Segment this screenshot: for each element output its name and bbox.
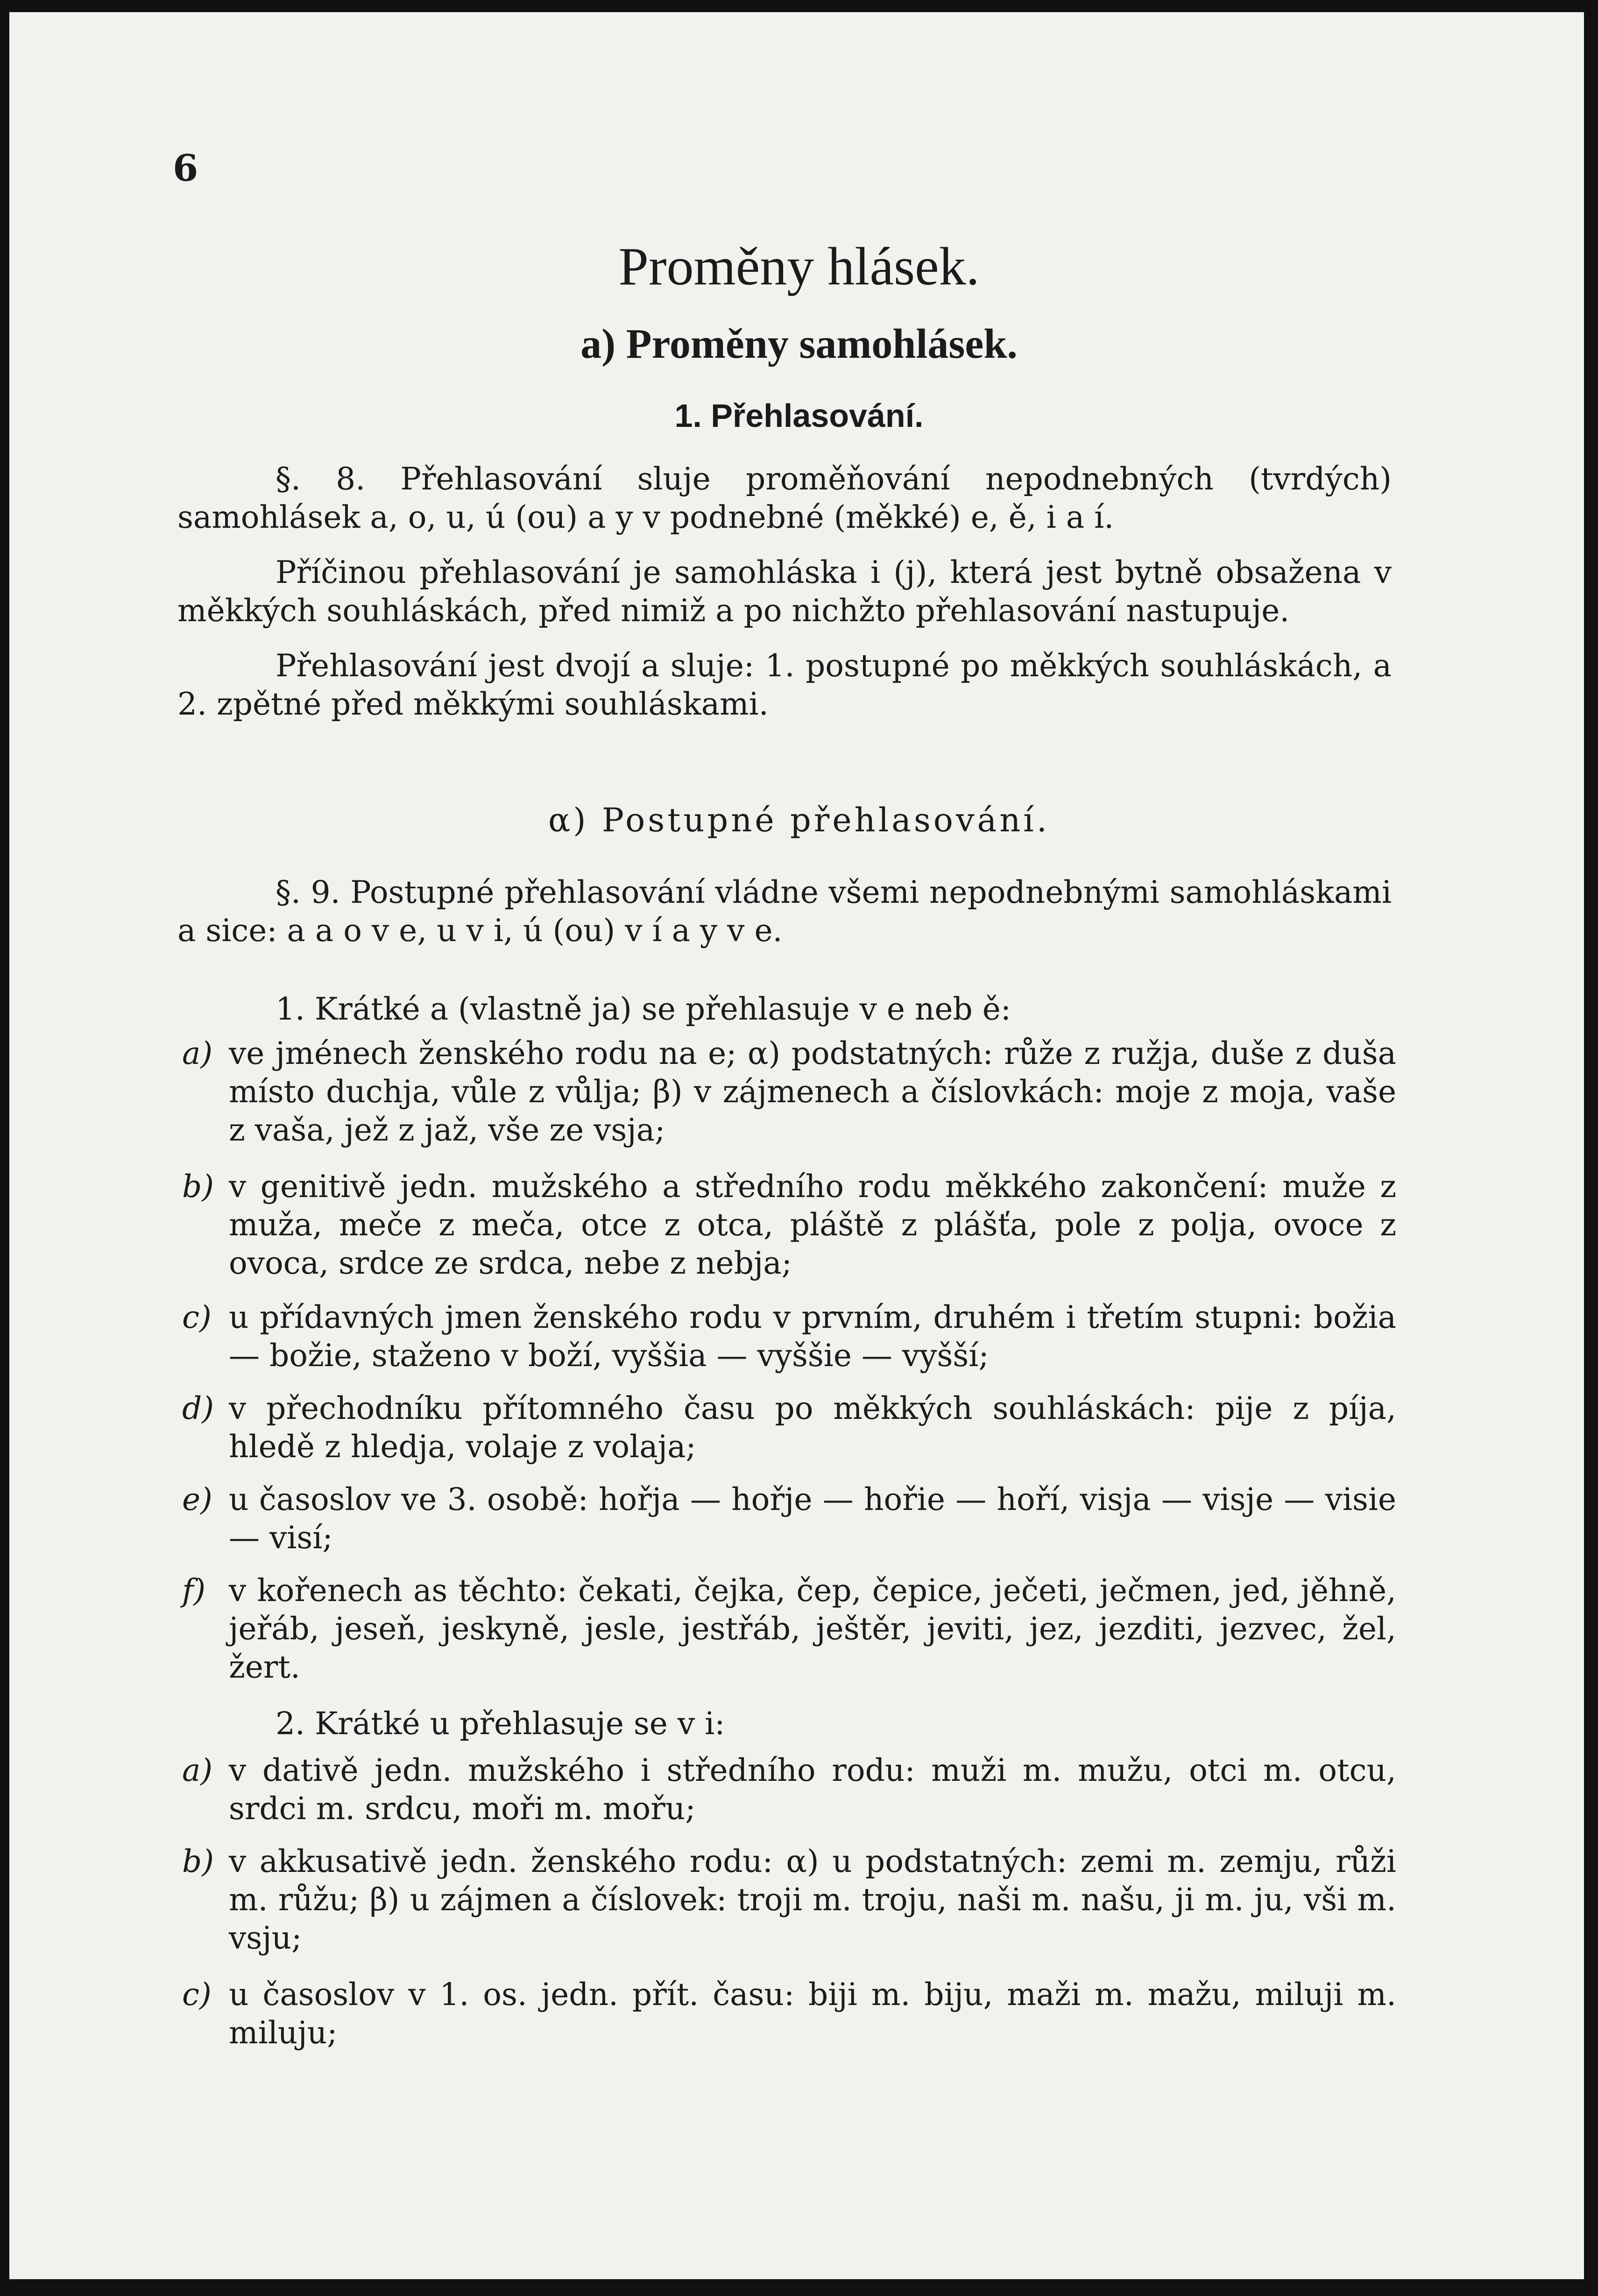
list-marker: a) <box>182 1035 213 1071</box>
rule-1-intro: 1. Krátké a (vlastně ja) se přehlasuje v e neb ě: <box>276 991 1011 1027</box>
list-item <box>182 1168 1396 1283</box>
paragraph-9: §. 9. Postupné přehlasování vládne všemi nepodnebnými samohláskami a sice: a a o v e, u v i, ú (ou) v í a y v e. <box>177 874 1392 949</box>
list-text: v akkusativě jedn. ženského rodu: α) u podstatných: zemi m. zemju, růži m. růžu; β) u zájmen a číslovek: troji m. troju, naši m. našu, ji m. ju, vši m. vsju; <box>229 1843 1396 1956</box>
list-item <box>182 1572 1396 1687</box>
paragraph-8-types: Přehlasování jest dvojí a sluje: 1. postupné po měkkých souhláskách, a 2. zpětné před měkkými souhláskami. <box>177 648 1392 722</box>
minor-heading: α) Postupné přehlasování. <box>548 801 1050 839</box>
subsection-title: 1. Přehlasování. <box>674 397 924 434</box>
section-title: a) Proměny samohlásek. <box>580 321 1018 367</box>
list-marker: c) <box>182 1977 212 2013</box>
list-text: ve jménech ženského rodu na e; α) podstatných: růže z ružja, duše z duša místo duchja, vůle z vůlja; β) v zájmenech a číslovkách: moje z moja, vaše z vaša, jež z jaž, vše ze vsja; <box>229 1035 1396 1148</box>
page-number: 6 <box>173 147 198 190</box>
list-text: u časoslov v 1. os. jedn. přít. času: biji m. biju, maži m. mažu, miluji m. miluju; <box>229 1977 1396 2051</box>
scan-border-bottom <box>0 2279 1598 2296</box>
list-text: u přídavných jmen ženského rodu v prvním, druhém i třetím stupni: božia — božie, staženo v boží, vyššia — vyššie — vyšší; <box>229 1299 1396 1374</box>
list-marker: b) <box>182 1843 214 1879</box>
chapter-title: Proměny hlásek. <box>618 237 980 297</box>
list-item <box>182 1298 1396 1375</box>
list-marker: e) <box>182 1481 212 1517</box>
list-item <box>182 1035 1396 1149</box>
list-marker: b) <box>182 1169 214 1205</box>
list-text: v genitivě jedn. mužského a středního rodu měkkého zakončení: muže z muža, meče z meča, otce z otca, pláště z plášťa, pole z polja, ovoce z ovoca, srdce ze srdca, nebe z nebja; <box>229 1169 1396 1281</box>
list-marker: f) <box>182 1573 206 1609</box>
list-marker: d) <box>182 1390 214 1426</box>
paragraph-8: §. 8. Přehlasování sluje proměňování nepodnebných (tvrdých) samohlásek a, o, u, ú (ou) a y v podnebné (měkké) e, ě, i a í. <box>177 461 1392 535</box>
list-marker: c) <box>182 1299 212 1335</box>
list-item <box>182 1481 1396 1557</box>
paragraph-8-cause: Příčinou přehlasování je samohláska i (j), která jest bytně obsažena v měkkých souhláskách, před nimiž a po nichžto přehlasování nastupuje. <box>177 554 1392 629</box>
list-text: v kořenech as těchto: čekati, čejka, čep, čepice, ječeti, ječmen, jed, jěhně, jeřáb, jeseň, jeskyně, jesle, jestřáb, ještěr, jeviti, jez, jezditi, jezvec, žel, žert. <box>229 1573 1396 1685</box>
list-item <box>182 1751 1396 1828</box>
list-item <box>182 1842 1396 1957</box>
list-text: u časoslov ve 3. osobě: hořja — hořje — hořie — hoří, visja — visje — visie — visí; <box>229 1481 1396 1556</box>
list-item <box>182 1976 1396 2052</box>
scan-border-top <box>0 0 1598 12</box>
list-item <box>182 1389 1396 1466</box>
list-text: v přechodníku přítomného času po měkkých souhláskách: pije z píja, hledě z hledja, volaje z volaja; <box>229 1390 1396 1465</box>
list-text: v dativě jedn. mužského i středního rodu: muži m. mužu, otci m. otcu, srdci m. srdcu, moři m. mořu; <box>229 1752 1396 1827</box>
rule-2-intro: 2. Krátké u přehlasuje se v i: <box>276 1706 725 1742</box>
list-marker: a) <box>182 1752 213 1788</box>
